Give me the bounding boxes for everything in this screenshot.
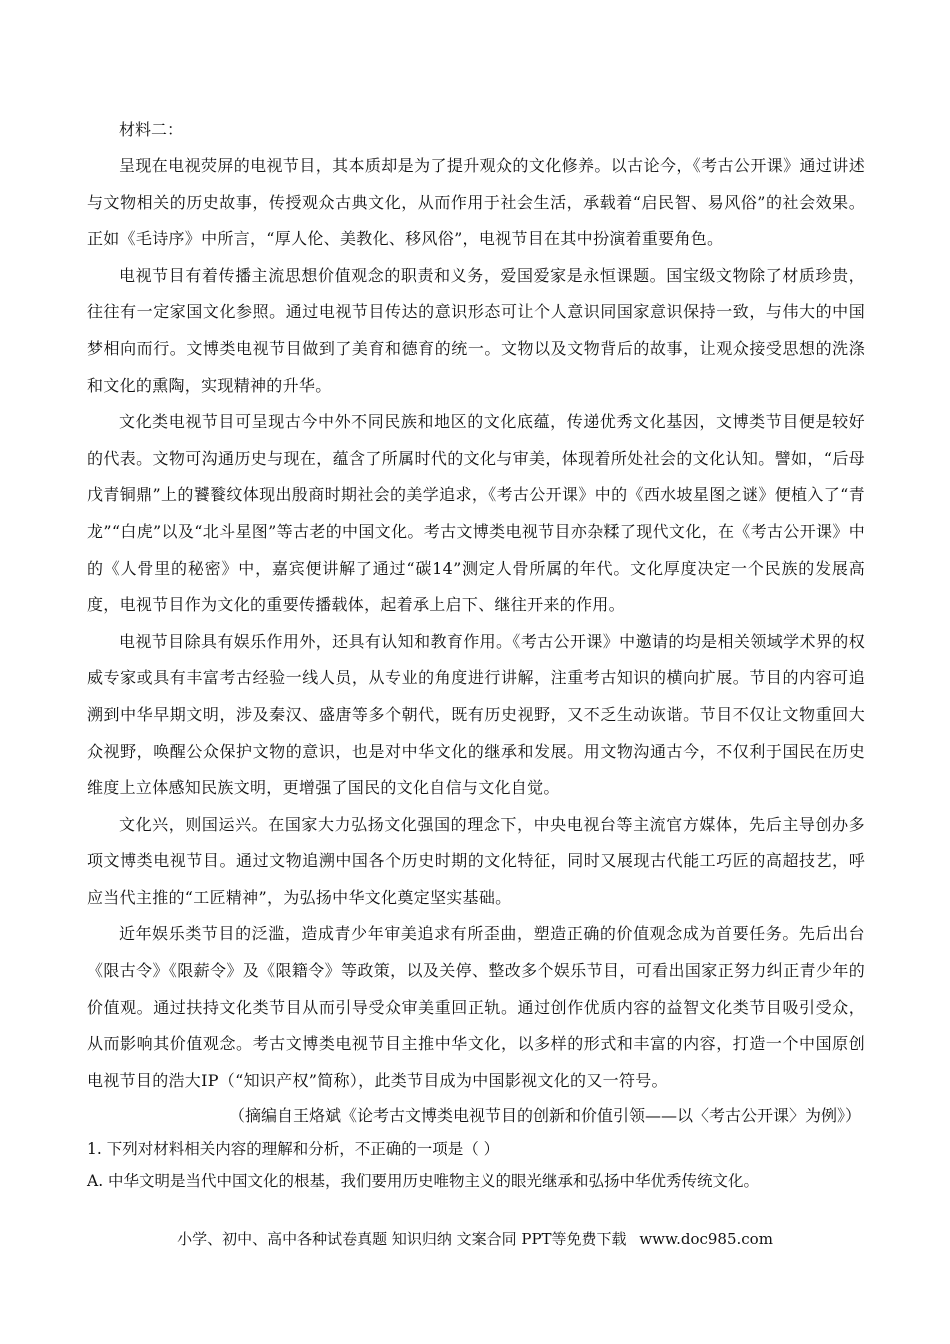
document-body	[87, 112, 865, 1197]
question-1: 1. 下列对材料相关内容的理解和分析，不正确的一项是（ ）	[87, 1140, 500, 1159]
footer-text: 小学、初中、高中各种试卷真题 知识归纳 文案合同 PPT等免费下载	[177, 1230, 627, 1248]
paragraph-6: 近年娱乐类节目的泛滥，造成青少年审美追求有所歪曲，塑造正确的价值观念成为首要任务。先后出台《限古令》《限薪令》及《限籍令》等政策，以及关停、整改多个娱乐节目，可看出国家正努力纠正青少年的价值观。通过扶持文化类节目从而引导受众审美重回正轨。通过创作优质内容的益智文化类节目吸引受众，从而影响其价值观念。考古文博类电视节目主推中华文化，以多样的形式和丰富的内容，打造一个中国原创电视节目的浩大IP（“知识产权”简称），此类节目成为中国影视文化的又一符号。	[87, 924, 865, 1090]
paragraph-5: 文化兴，则国运兴。在国家大力弘扬文化强国的理念下，中央电视台等主流官方媒体，先后主导创办多项文博类电视节目。通过文物追溯中国各个历史时期的文化特征，同时又展现古代能工巧匠的高超技艺，呼应当代主推的“工匠精神”，为弘扬中华文化奠定坚实基础。	[87, 814, 865, 907]
source-citation: （摘编自王烙斌《论考古文博类电视节目的创新和价值引领——以〈考古公开课〉为例》）	[228, 1106, 861, 1126]
paragraph-3: 文化类电视节目可呈现古今中外不同民族和地区的文化底蕴，传递优秀文化基因，文博类节目便是较好的代表。文物可沟通历史与现在，蕴含了所属时代的文化与审美，体现着所处社会的文化认知。譬如，“后母戊青铜鼎”上的饕餮纹体现出殷商时期社会的美学追求，《考古公开课》中的《西水坡星图之谜》便植入了“青龙”“白虎”以及“北斗星图”等古老的中国文化。考古文博类电视节目亦杂糅了现代文化，在《考古公开课》中的《人骨里的秘密》中，嘉宾便讲解了通过“碳14”测定人骨所属的年代。文化厚度决定一个民族的发展高度，电视节目作为文化的重要传播载体，起着承上启下、继往开来的作用。	[87, 412, 865, 615]
footer-url[interactable]: www.doc985.com	[639, 1230, 773, 1248]
paragraph-1: 呈现在电视荧屏的电视节目，其本质却是为了提升观众的文化修养。以古论今，《考古公开课》通过讲述与文物相关的历史故事，传授观众古典文化，从而作用于社会生活，承载着“启民智、易风俗”的社会效果。正如《毛诗序》中所言，“厚人伦、美教化、移风俗”，电视节目在其中扮演着重要角色。	[87, 156, 865, 249]
paragraph-4: 电视节目除具有娱乐作用外，还具有认知和教育作用。《考古公开课》中邀请的均是相关领域学术界的权威专家或具有丰富考古经验一线人员，从专业的角度进行讲解，注重考古知识的横向扩展。节目的内容可追溯到中华早期文明，涉及秦汉、盛唐等多个朝代，既有历史视野，又不乏生动诙谐。节目不仅让文物重回大众视野，唤醒公众保护文物的意识，也是对中华文化的继承和发展。用文物沟通古今，不仅利于国民在历史维度上立体感知民族文明，更增强了国民的文化自信与文化自觉。	[87, 631, 865, 798]
page-footer	[0, 1228, 950, 1249]
paragraph-2: 电视节目有着传播主流思想价值观念的职责和义务，爱国爱家是永恒课题。国宝级文物除了材质珍贵，往往有一定家国文化参照。通过电视节目传达的意识形态可让个人意识同国家意识保持一致，与伟大的中国梦相向而行。文博类电视节目做到了美育和德育的统一。文物以及文物背后的故事，让观众接受思想的洗涤和文化的熏陶，实现精神的升华。	[87, 265, 865, 395]
material-label: 材料二：	[119, 120, 184, 139]
option-a: A. 中华文明是当代中国文化的根基，我们要用历史唯物主义的眼光继承和弘扬中华优秀传统文化。	[87, 1172, 760, 1191]
